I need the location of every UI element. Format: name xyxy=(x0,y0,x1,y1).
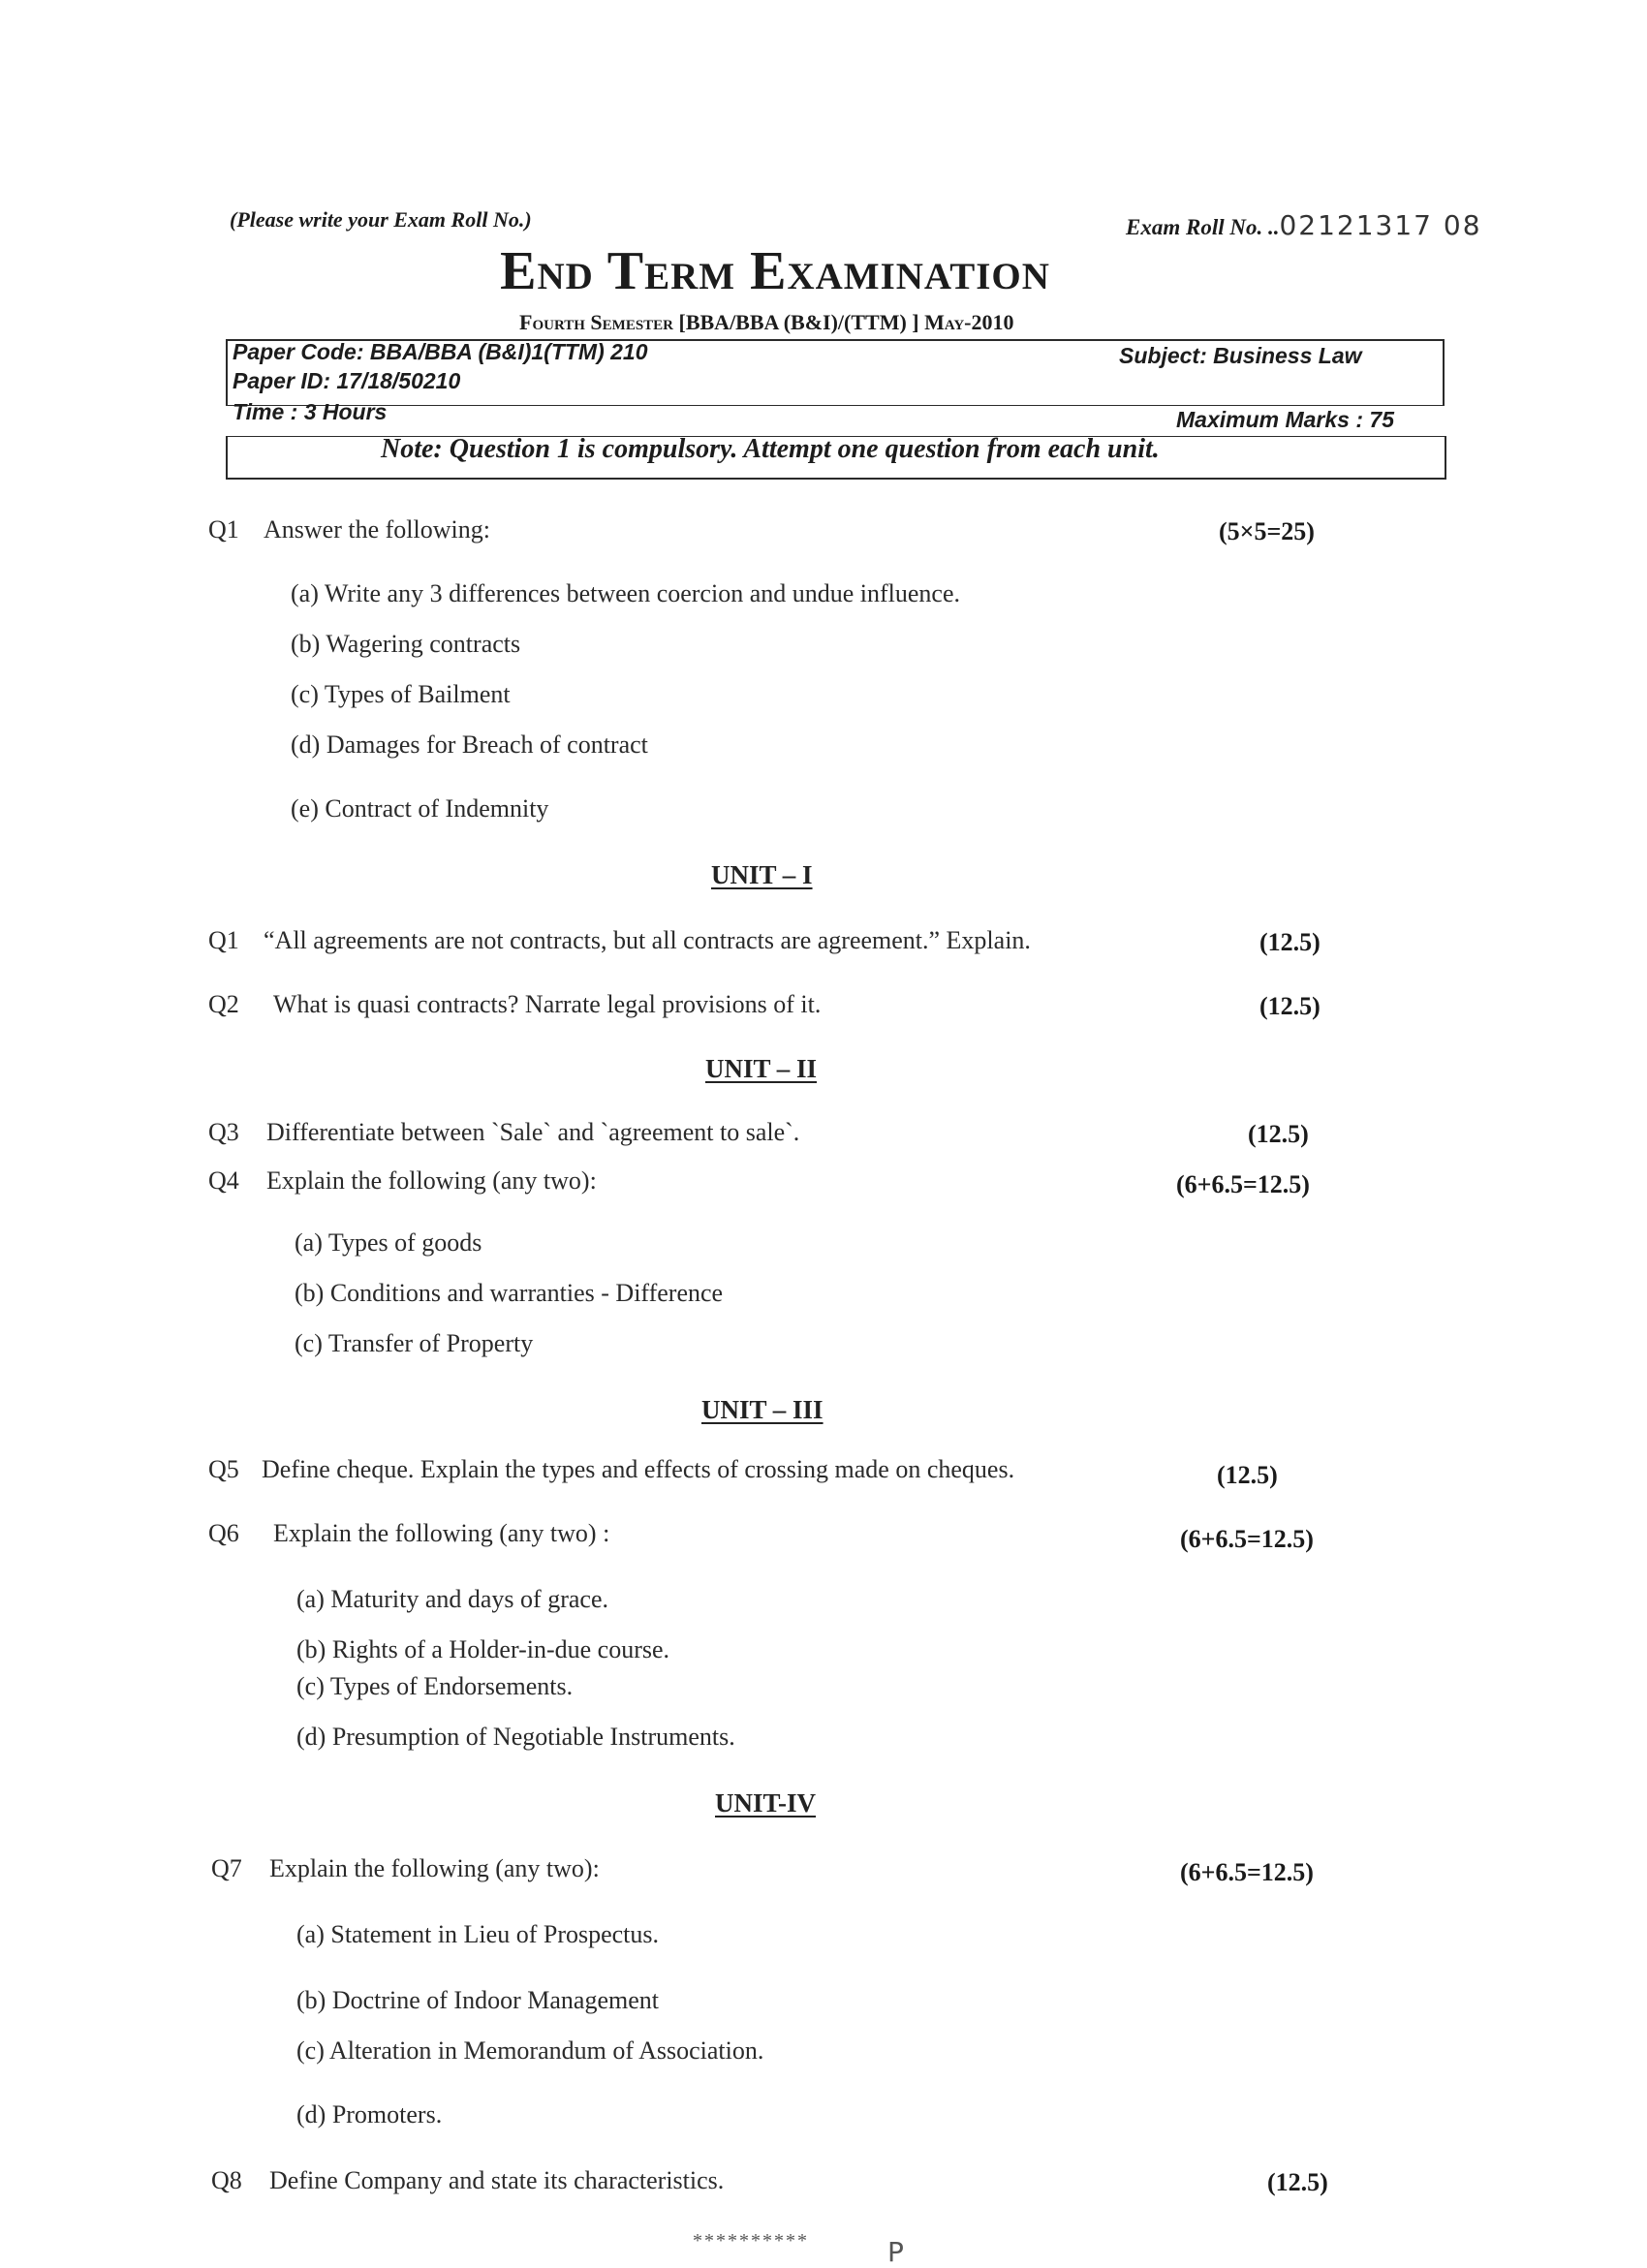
question-number: Q6 xyxy=(208,1519,239,1547)
question-text: Define cheque. Explain the types and effects of crossing made on cheques. xyxy=(262,1455,1015,1483)
question-marks: (12.5) xyxy=(1217,1461,1278,1489)
question-number: Q4 xyxy=(208,1166,239,1195)
paper-id: Paper ID: 17/18/50210 xyxy=(233,368,461,393)
question-number: Q3 xyxy=(208,1118,239,1146)
sub-question: (a) Types of goods xyxy=(295,1228,482,1257)
question-number: Q1 xyxy=(208,515,239,544)
maximum-marks: Maximum Marks : 75 xyxy=(1176,407,1394,432)
unit-heading: UNIT – II xyxy=(705,1054,818,1083)
exam-roll-number xyxy=(1126,209,1482,241)
sub-question: (d) Promoters. xyxy=(296,2100,443,2128)
sub-question: (b) Rights of a Holder-in-due course. xyxy=(296,1635,670,1663)
question-number: Q1 xyxy=(208,926,239,954)
question-text: Define Company and state its characteristics. xyxy=(269,2166,725,2194)
semester-line: Fourth Semester [BBA/BBA (B&I)/(TTM) ] May-2010 xyxy=(519,310,1014,334)
sub-question: (a) Maturity and days of grace. xyxy=(296,1585,608,1613)
question-marks: (6+6.5=12.5) xyxy=(1180,1525,1314,1553)
question-text: Explain the following (any two): xyxy=(269,1854,600,1882)
roll-number-label: Exam Roll No. .. xyxy=(1126,215,1280,239)
question-marks: (5×5=25) xyxy=(1219,517,1315,545)
question-text: Explain the following (any two) : xyxy=(273,1519,610,1547)
sub-question: (a) Statement in Lieu of Prospectus. xyxy=(296,1920,660,1948)
sub-question: (d) Damages for Breach of contract xyxy=(291,730,648,759)
paper-code: Paper Code: BBA/BBA (B&I)1(TTM) 210 xyxy=(233,339,648,364)
question-text: “All agreements are not contracts, but all contracts are agreement.” Explain. xyxy=(264,926,1031,954)
question-number: Q5 xyxy=(208,1455,239,1483)
sub-question: (b) Doctrine of Indoor Management xyxy=(296,1986,659,2014)
sub-question: (d) Presumption of Negotiable Instruments. xyxy=(296,1723,735,1751)
end-of-paper-stars: ********** xyxy=(693,2230,809,2252)
question-marks: (12.5) xyxy=(1259,992,1321,1020)
sub-question: (c) Types of Bailment xyxy=(291,680,511,708)
sub-question: (c) Transfer of Property xyxy=(295,1329,534,1357)
question-marks: (6+6.5=12.5) xyxy=(1176,1170,1310,1198)
handwritten-mark: P xyxy=(887,2236,904,2268)
question-number: Q2 xyxy=(208,990,239,1018)
sub-question: (b) Wagering contracts xyxy=(291,630,521,658)
exam-title: End Term Examination xyxy=(500,241,1050,301)
unit-heading: UNIT-IV xyxy=(715,1788,817,1818)
sub-question: (a) Write any 3 differences between coercion and undue influence. xyxy=(291,579,961,607)
question-number: Q8 xyxy=(211,2166,242,2194)
question-number: Q7 xyxy=(211,1854,242,1882)
question-text: What is quasi contracts? Narrate legal provisions of it. xyxy=(273,990,822,1018)
subject: Subject: Business Law xyxy=(1119,343,1362,368)
unit-heading: UNIT – III xyxy=(701,1395,824,1424)
question-marks: (12.5) xyxy=(1248,1120,1309,1148)
sub-question: (c) Types of Endorsements. xyxy=(296,1672,574,1700)
question-text: Differentiate between `Sale` and `agreement to sale`. xyxy=(266,1118,800,1146)
sub-question: (b) Conditions and warranties - Difference xyxy=(295,1279,724,1307)
question-marks: (6+6.5=12.5) xyxy=(1180,1858,1314,1886)
question-text: Answer the following: xyxy=(264,515,490,544)
roll-number-value: 02121317 08 xyxy=(1279,209,1482,241)
question-text: Explain the following (any two): xyxy=(266,1166,597,1195)
time-allowed: Time : 3 Hours xyxy=(233,399,388,424)
unit-heading: UNIT – I xyxy=(711,860,813,889)
instruction-note: Note: Question 1 is compulsory. Attempt one question from each unit. xyxy=(381,434,1160,464)
sub-question: (e) Contract of Indemnity xyxy=(291,794,549,823)
question-marks: (12.5) xyxy=(1259,928,1321,956)
question-marks: (12.5) xyxy=(1267,2168,1328,2196)
roll-number-hint: (Please write your Exam Roll No.) xyxy=(230,207,532,232)
sub-question: (c) Alteration in Memorandum of Association. xyxy=(296,2036,764,2065)
